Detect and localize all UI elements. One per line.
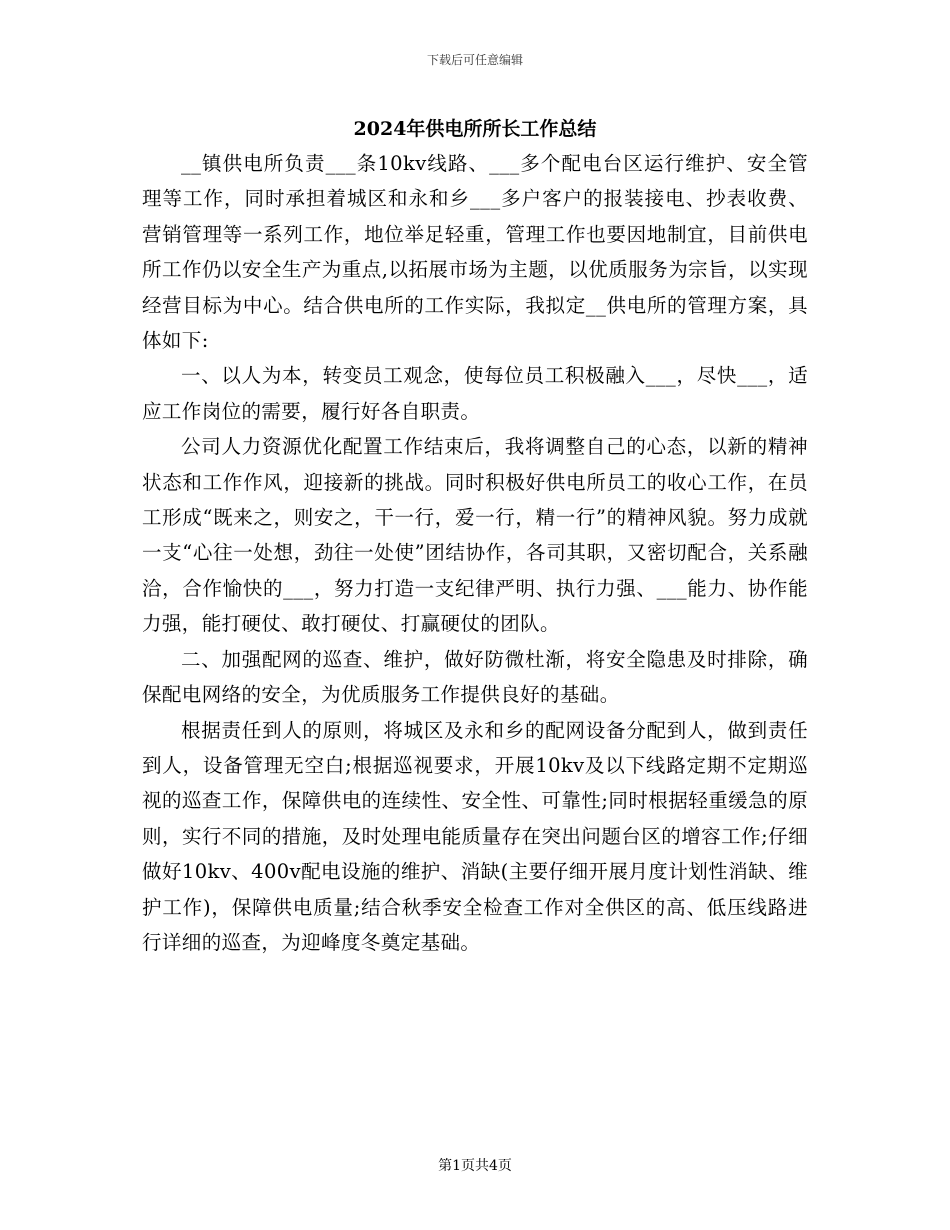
paragraph-intro: __镇供电所负责___条10kv线路、___多个配电台区运行维护、安全管理等工作，同时承担着城区和永和乡___多户客户的报装接电、抄表收费、营销管理等一系列工作，地位举足轻重，管理工作也要因地制宜，目前供电所工作仍以安全生产为重点,以拓展市场为主题，以优质服务为宗旨，以实现经营目标为中心。结合供电所的工作实际，我拟定__供电所的管理方案，具体如下: <box>142 152 808 353</box>
document-title: 2024年供电所所长工作总结 <box>353 118 597 140</box>
page-number-footer: 第1页共4页 <box>438 1158 512 1174</box>
paragraph-section-2-heading: 二、加强配网的巡查、维护，做好防微杜渐，将安全隐患及时排除，确保配电网络的安全，为优质服务工作提供良好的基础。 <box>142 647 808 707</box>
page-header-note: 下载后可任意编辑 <box>426 53 523 67</box>
document-body <box>142 146 808 960</box>
paragraph-section-1-heading: 一、以人为本，转变员工观念，使每位员工积极融入___，尽快___，适应工作岗位的需要，履行好各自职责。 <box>142 364 808 423</box>
paragraph-section-1-body: 公司人力资源优化配置工作结束后，我将调整自己的心态，以新的精神状态和工作作风，迎接新的挑战。同时积极好供电所员工的收心工作，在员工形成“既来之，则安之，干一行，爱一行，精一行”的精神风貌。努力成就一支“心往一处想，劲往一处使”团结协作，各司其职，又密切配合，关系融洽，合作愉快的___，努力打造一支纪律严明、执行力强、___能力、协作能力强，能打硬仗、敢打硬仗、打赢硬仗的团队。 <box>142 435 808 636</box>
paragraph-section-2-body: 根据责任到人的原则，将城区及永和乡的配网设备分配到人，做到责任到人，设备管理无空白;根据巡视要求，开展10kv及以下线路定期不定期巡视的巡查工作，保障供电的连续性、安全性、可靠性;同时根据轻重缓急的原则，实行不同的措施，及时处理电能质量存在突出问题台区的增容工作;仔细做好10kv、400v配电设施的维护、消缺(主要仔细开展月度计划性消缺、维护工作)，保障供电质量;结合秋季安全检查工作对全供区的高、低压线路进行详细的巡查，为迎峰度冬奠定基础。 <box>142 718 808 954</box>
